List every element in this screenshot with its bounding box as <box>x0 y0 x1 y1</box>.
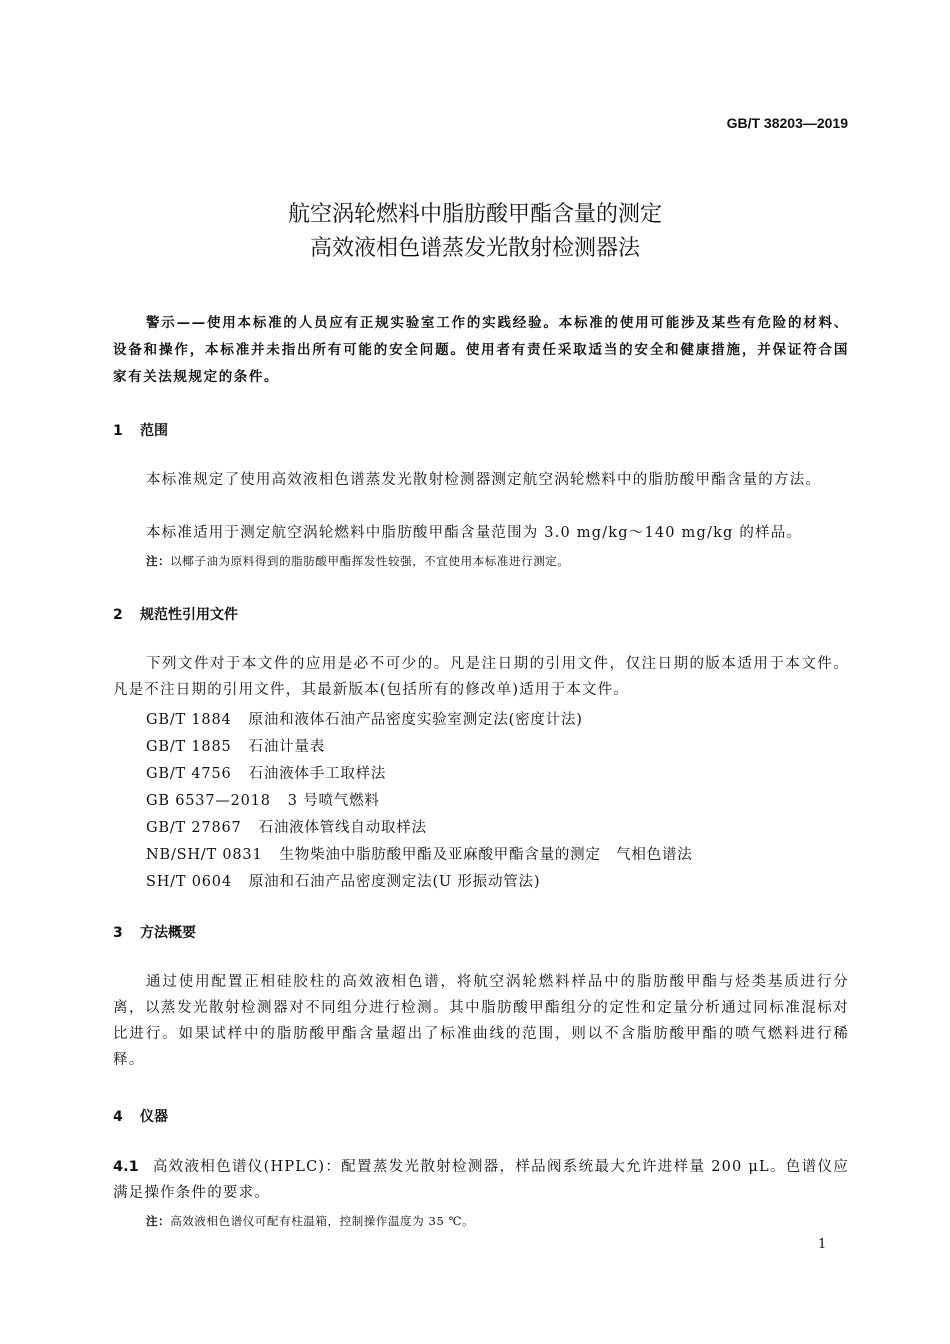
reference-code: GB/T 1884 <box>146 712 232 728</box>
reference-item <box>146 762 386 783</box>
scope-paragraph-1: 本标准规定了使用高效液相色谱蒸发光散射检测器测定航空涡轮燃料中的脂肪酸甲酯含量的方法。 <box>146 472 822 488</box>
section-3-heading <box>113 922 196 942</box>
section-number: 4 <box>113 1109 123 1125</box>
subclause-text: 高效液相色谱仪(HPLC)：配置蒸发光散射检测器，样品阀系统最大允许进样量 200 μL。色谱仪应满足操作条件的要求。 <box>113 1159 849 1201</box>
section-4-heading <box>113 1106 168 1126</box>
note-text: 高效液相色谱仪可配有柱温箱，控制操作温度为 35 ℃。 <box>170 1214 475 1228</box>
reference-title: 石油液体管线自动取样法 <box>258 820 427 836</box>
subclause-number: 4.1 <box>113 1159 139 1175</box>
reference-title: 原油和石油产品密度测定法(U 形振动管法) <box>248 874 541 890</box>
reference-item <box>146 789 380 810</box>
reference-title: 3 号喷气燃料 <box>287 793 380 809</box>
reference-title: 石油计量表 <box>248 739 326 755</box>
reference-code: GB/T 27867 <box>146 820 242 836</box>
section-number: 3 <box>113 925 123 941</box>
section-1-heading <box>113 420 168 440</box>
document-title-line-2: 高效液相色谱蒸发光散射检测器法 <box>309 236 640 261</box>
section-2-heading <box>113 604 238 624</box>
standard-code: GB/T 38203—2019 <box>726 115 848 131</box>
reference-item <box>146 708 583 729</box>
reference-code: SH/T 0604 <box>146 874 232 890</box>
method-summary-paragraph: 通过使用配置正相硅胶柱的高效液相色谱，将航空涡轮燃料样品中的脂肪酸甲酯与烃类基质进行分离，以蒸发光散射检测器对不同组分进行检测。其中脂肪酸甲酯组分的定性和定量分析通过同标准混标对比进行。如果试样中的脂肪酸甲酯含量超出了标准曲线的范围，则以不含脂肪酸甲酯的喷气燃料进行稀释。 <box>113 974 849 1068</box>
note-text: 以椰子油为原料得到的脂肪酸甲酯挥发性较强，不宜使用本标准进行测定。 <box>170 554 570 568</box>
section-title: 方法概要 <box>140 925 196 941</box>
note-label: 注： <box>146 1214 171 1228</box>
section-number: 1 <box>113 423 123 439</box>
scope-paragraph-2: 本标准适用于测定航空涡轮燃料中脂肪酸甲酯含量范围为 3.0 mg/kg～140 mg/kg 的样品。 <box>146 525 803 541</box>
reference-title: 生物柴油中脂肪酸甲酯及亚麻酸甲酯含量的测定 气相色谱法 <box>279 847 693 863</box>
reference-code: GB 6537—2018 <box>146 793 271 809</box>
note-label: 注： <box>146 554 171 568</box>
reference-code: GB/T 4756 <box>146 766 232 782</box>
reference-item <box>146 843 693 864</box>
section-title: 范围 <box>140 423 168 439</box>
scope-note <box>146 553 570 569</box>
warning-paragraph: 警示——使用本标准的人员应有正规实验室工作的实践经验。本标准的使用可能涉及某些有危险的材料、设备和操作，本标准并未指出所有可能的安全问题。使用者有责任采取适当的安全和健康措施，并保证符合国家有关法规规定的条件。 <box>113 315 849 385</box>
reference-code: NB/SH/T 0831 <box>146 847 263 863</box>
references-intro-paragraph: 下列文件对于本文件的应用是必不可少的。凡是注日期的引用文件，仅注日期的版本适用于本文件。凡是不注日期的引用文件，其最新版本(包括所有的修改单)适用于本文件。 <box>113 656 849 698</box>
apparatus-4-1-paragraph <box>113 1154 849 1206</box>
reference-item <box>146 870 540 891</box>
document-title-line-1: 航空涡轮燃料中脂肪酸甲酯含量的测定 <box>287 202 662 227</box>
apparatus-note <box>146 1213 474 1229</box>
reference-item <box>146 816 427 837</box>
reference-title: 原油和液体石油产品密度实验室测定法(密度计法) <box>248 712 583 728</box>
reference-code: GB/T 1885 <box>146 739 232 755</box>
reference-item <box>146 735 325 756</box>
page-number: 1 <box>818 1237 827 1252</box>
section-title: 规范性引用文件 <box>140 607 238 623</box>
section-number: 2 <box>113 607 123 623</box>
section-title: 仪器 <box>140 1109 168 1125</box>
reference-title: 石油液体手工取样法 <box>248 766 387 782</box>
